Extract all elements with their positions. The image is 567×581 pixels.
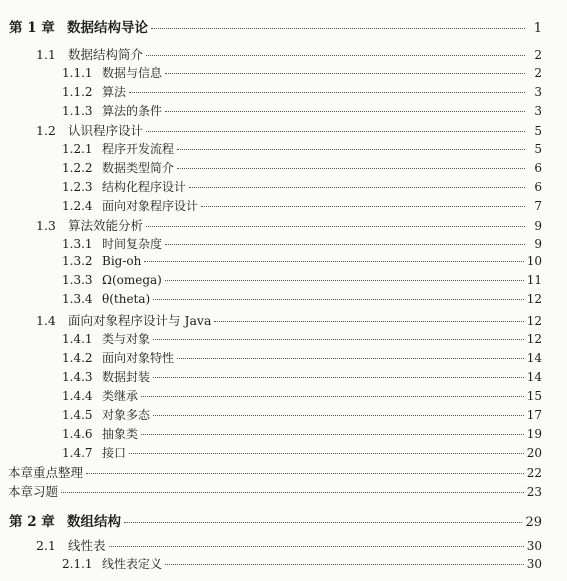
entry-number: 1.3.1 xyxy=(62,237,93,251)
entry-number: 1.3.4 xyxy=(62,292,93,306)
entry-page: 3 xyxy=(534,85,542,99)
entry-number: 1.2.4 xyxy=(62,199,93,213)
entry-page: 15 xyxy=(526,389,542,403)
leader-dots xyxy=(153,377,524,378)
entry-title: 数组结构 xyxy=(67,514,121,530)
toc-entry xyxy=(36,121,542,139)
entry-page: 22 xyxy=(526,466,542,480)
toc-entry xyxy=(36,536,542,554)
toc-entry xyxy=(62,102,542,119)
toc-entry xyxy=(62,235,542,252)
entry-page: 17 xyxy=(526,408,542,422)
leader-dots xyxy=(153,415,524,416)
entry-title: 数据结构简介 xyxy=(68,47,144,62)
entry-page: 2 xyxy=(534,48,542,62)
entry-number: 1.4.4 xyxy=(62,389,93,403)
leader-dots xyxy=(214,321,523,322)
toc-entry xyxy=(62,425,542,442)
entry-page: 11 xyxy=(526,273,542,287)
leader-dots xyxy=(141,434,524,435)
entry-number: 1.4.2 xyxy=(62,351,93,365)
leader-dots xyxy=(146,131,525,132)
toc-entry xyxy=(36,216,542,234)
leader-dots xyxy=(144,261,523,262)
entry-title: 数据封装 xyxy=(102,370,151,384)
entry-page: 14 xyxy=(526,351,542,365)
entry-number: 2.1.1 xyxy=(62,557,93,571)
toc-entry xyxy=(62,273,542,287)
entry-title: 算法的条件 xyxy=(102,104,163,118)
entry-page: 30 xyxy=(526,557,542,571)
toc-entry xyxy=(62,83,542,100)
entry-page: 10 xyxy=(526,254,542,268)
entry-page: 5 xyxy=(534,124,542,138)
leader-dots xyxy=(165,244,525,245)
entry-page: 12 xyxy=(526,332,542,346)
entry-title: θ(theta) xyxy=(102,292,151,306)
entry-number: 1.1.3 xyxy=(62,104,93,118)
leader-dots xyxy=(165,73,525,74)
toc-entry xyxy=(62,330,542,347)
toc-entry xyxy=(9,16,542,36)
entry-number: 1.4.7 xyxy=(62,446,93,460)
entry-title: 对象多态 xyxy=(102,408,151,422)
entry-number: 1.2.3 xyxy=(62,180,93,194)
toc-entry xyxy=(9,510,542,530)
entry-title: 结构化程序设计 xyxy=(102,180,187,194)
toc-entry xyxy=(8,463,542,481)
leader-dots xyxy=(177,358,524,359)
leader-dots xyxy=(165,564,524,565)
toc-entry xyxy=(62,140,542,157)
entry-page: 12 xyxy=(526,314,542,328)
entry-title: 数据与信息 xyxy=(102,66,163,80)
entry-number: 1.4.5 xyxy=(62,408,93,422)
entry-number: 1.3.3 xyxy=(62,273,93,287)
entry-title: 类继承 xyxy=(102,389,139,403)
toc-entry xyxy=(62,197,542,214)
leader-dots xyxy=(177,149,525,150)
entry-page: 9 xyxy=(534,237,542,251)
toc-entry xyxy=(62,159,542,176)
entry-title: 算法效能分析 xyxy=(68,218,144,233)
toc-entry xyxy=(62,368,542,385)
entry-number: 2.1 xyxy=(36,538,56,553)
leader-dots xyxy=(189,187,525,188)
entry-title: 本章重点整理 xyxy=(8,465,84,480)
leader-dots xyxy=(141,396,524,397)
entry-number: 1.4 xyxy=(36,313,56,328)
entry-number: 1.3.2 xyxy=(62,254,93,268)
leader-dots xyxy=(124,522,522,523)
leader-dots xyxy=(165,280,524,281)
entry-number: 1.4.1 xyxy=(62,332,93,346)
entry-number: 1.3 xyxy=(36,218,56,233)
entry-title: 接口 xyxy=(102,446,127,460)
entry-number: 1.1 xyxy=(36,47,56,62)
toc-entry xyxy=(62,254,542,268)
entry-page: 3 xyxy=(534,104,542,118)
toc-entry xyxy=(62,444,542,461)
toc-entry xyxy=(62,292,542,306)
toc-entry xyxy=(62,555,542,572)
entry-page: 14 xyxy=(526,370,542,384)
entry-page: 23 xyxy=(526,485,542,499)
toc-entry xyxy=(8,482,542,500)
entry-page: 1 xyxy=(533,21,542,36)
entry-title: 类与对象 xyxy=(102,332,151,346)
entry-title: 数据结构导论 xyxy=(67,20,148,36)
entry-title: 本章习题 xyxy=(8,484,59,499)
entry-title: 线性表定义 xyxy=(102,557,163,571)
toc-entry xyxy=(62,406,542,423)
entry-title: 面向对象程序设计与 Java xyxy=(68,313,212,328)
toc-entry xyxy=(62,178,542,195)
entry-title: 算法 xyxy=(102,85,127,99)
entry-page: 9 xyxy=(534,219,542,233)
entry-number: 第 1 章 xyxy=(9,20,55,36)
entry-page: 2 xyxy=(534,66,542,80)
entry-page: 29 xyxy=(525,515,542,530)
entry-number: 1.2.2 xyxy=(62,161,93,175)
leader-dots xyxy=(109,546,524,547)
entry-title: 认识程序设计 xyxy=(68,123,144,138)
entry-page: 7 xyxy=(534,199,542,213)
toc-entry xyxy=(62,64,542,81)
leader-dots xyxy=(165,111,525,112)
entry-page: 6 xyxy=(534,161,542,175)
entry-number: 第 2 章 xyxy=(9,514,55,530)
leader-dots xyxy=(153,339,524,340)
toc-entry xyxy=(36,311,542,329)
entry-number: 1.1.2 xyxy=(62,85,93,99)
entry-title: 面向对象程序设计 xyxy=(102,199,199,213)
toc-entry xyxy=(36,45,542,63)
leader-dots xyxy=(129,453,524,454)
entry-page: 5 xyxy=(534,142,542,156)
entry-title: 时间复杂度 xyxy=(102,237,163,251)
entry-number: 1.1.1 xyxy=(62,66,93,80)
entry-title: Big-oh xyxy=(102,254,142,268)
entry-page: 20 xyxy=(526,446,542,460)
leader-dots xyxy=(146,55,525,56)
entry-title: 数据类型简介 xyxy=(102,161,175,175)
entry-title: Ω(omega) xyxy=(102,273,162,287)
entry-page: 6 xyxy=(534,180,542,194)
leader-dots xyxy=(129,92,525,93)
leader-dots xyxy=(146,226,525,227)
entry-number: 1.4.6 xyxy=(62,427,93,441)
entry-number: 1.2.1 xyxy=(62,142,93,156)
leader-dots xyxy=(151,28,525,29)
leader-dots xyxy=(86,473,524,474)
entry-number: 1.4.3 xyxy=(62,370,93,384)
entry-title: 面向对象特性 xyxy=(102,351,175,365)
leader-dots xyxy=(153,299,524,300)
entry-title: 线性表 xyxy=(68,538,106,553)
entry-number: 1.2 xyxy=(36,123,56,138)
entry-title: 程序开发流程 xyxy=(102,142,175,156)
toc-entry xyxy=(62,349,542,366)
entry-page: 12 xyxy=(526,292,542,306)
leader-dots xyxy=(177,168,525,169)
entry-page: 30 xyxy=(526,539,542,553)
entry-page: 19 xyxy=(526,427,542,441)
toc-entry xyxy=(62,387,542,404)
leader-dots xyxy=(201,206,525,207)
leader-dots xyxy=(61,492,524,493)
entry-title: 抽象类 xyxy=(102,427,139,441)
